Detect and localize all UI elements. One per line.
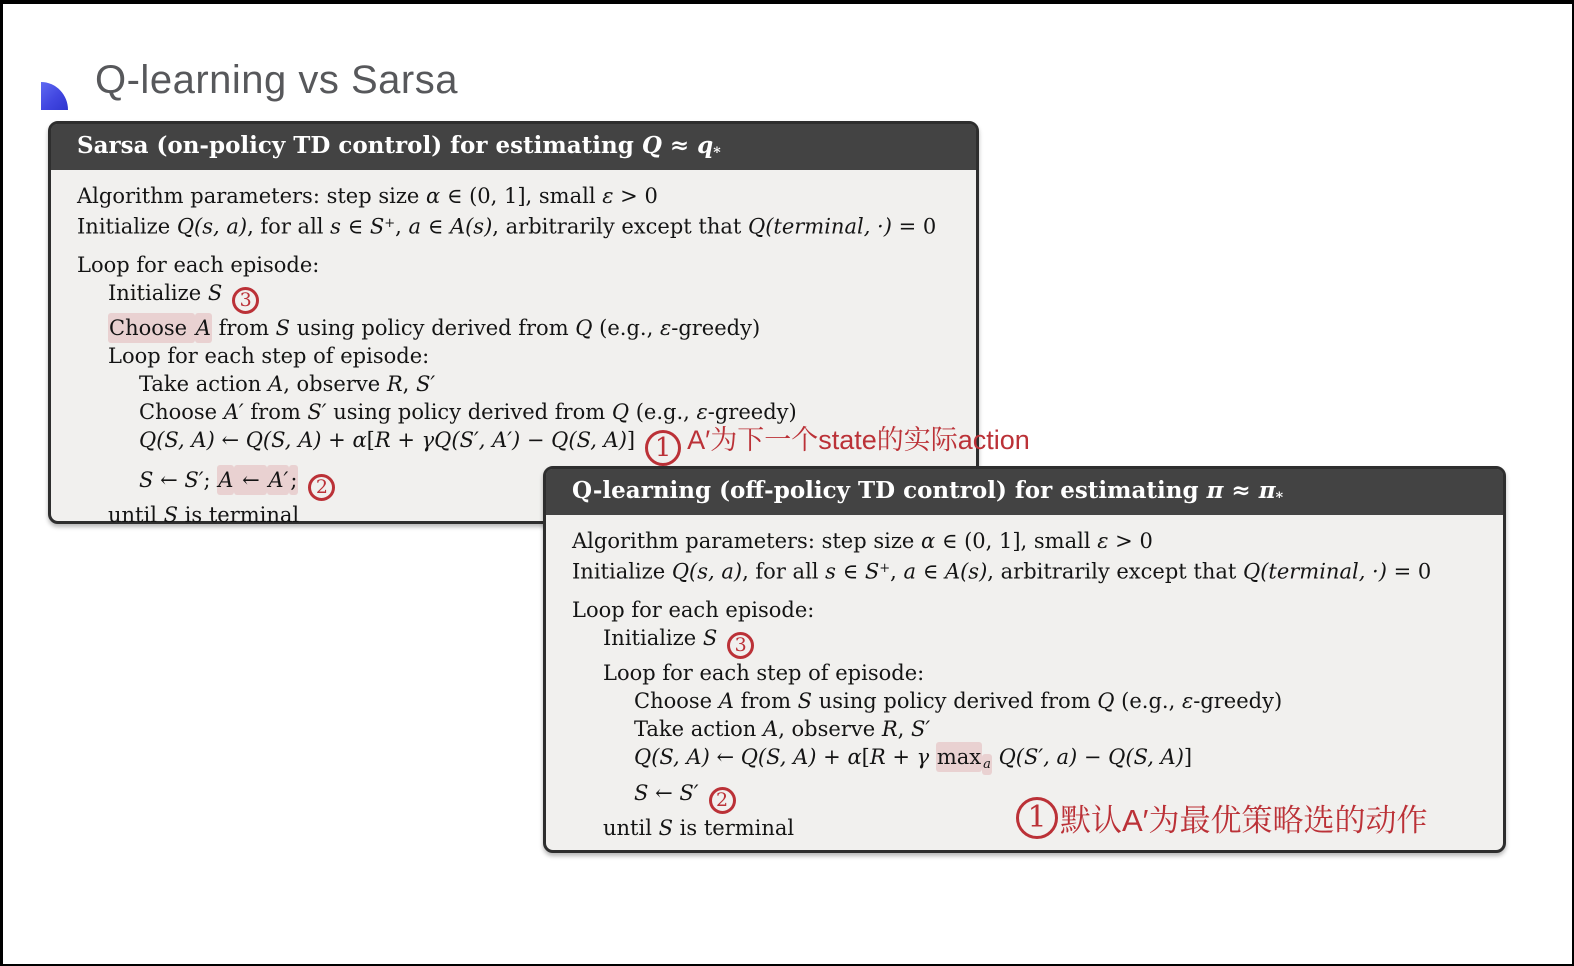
text-run: α bbox=[921, 528, 936, 553]
text-run: > 0 bbox=[613, 183, 658, 208]
text-run: A′ bbox=[223, 400, 244, 425]
text-run: ≈ bbox=[1223, 477, 1259, 504]
text-run: γ bbox=[421, 428, 435, 453]
text-run: using policy derived from bbox=[290, 316, 576, 341]
text-run: a bbox=[982, 754, 992, 775]
algo-line bbox=[77, 279, 952, 314]
text-run: ∈ bbox=[835, 559, 865, 584]
text-run: ← bbox=[648, 781, 680, 806]
text-run: a bbox=[903, 559, 917, 584]
text-run: S′ bbox=[911, 717, 931, 742]
text-run: ← bbox=[709, 745, 741, 770]
text-run: is terminal bbox=[178, 503, 300, 528]
text-run: R bbox=[386, 372, 403, 397]
text-run: A bbox=[217, 465, 234, 495]
algo-line bbox=[572, 715, 1479, 743]
text-run: = 0 bbox=[891, 214, 937, 239]
text-run: π bbox=[1206, 477, 1224, 504]
algo-line bbox=[77, 182, 952, 210]
text-run: , bbox=[890, 559, 904, 584]
algo-line bbox=[572, 659, 1479, 687]
text-run: Q(s, a) bbox=[176, 214, 248, 239]
text-run: + bbox=[885, 745, 917, 770]
text-run: Sarsa (on-policy TD control) for estimating bbox=[77, 132, 642, 159]
text-run: using policy derived from bbox=[326, 400, 612, 425]
text-run: , arbitrarily except that bbox=[987, 559, 1243, 584]
algo-line bbox=[572, 527, 1479, 555]
text-run: , bbox=[395, 214, 409, 239]
text-run: Algorithm parameters: step size bbox=[77, 183, 426, 208]
text-run: ← bbox=[214, 428, 246, 453]
text-run: S′ bbox=[307, 400, 327, 425]
text-run: − bbox=[520, 428, 552, 453]
text-run: ε bbox=[659, 316, 672, 341]
text-run: Q(terminal, ·) bbox=[1242, 559, 1387, 584]
text-run: ← bbox=[234, 465, 267, 495]
text-run: A bbox=[718, 689, 734, 714]
text-run: S bbox=[864, 559, 880, 584]
text-run: + bbox=[816, 745, 848, 770]
text-run: Initialize bbox=[108, 281, 208, 306]
text-run: Loop for each episode: bbox=[77, 253, 320, 278]
circled-number-badge: 2 bbox=[308, 474, 335, 501]
text-run: until bbox=[603, 816, 659, 841]
algo-line bbox=[77, 251, 952, 279]
text-run: ; bbox=[289, 465, 298, 495]
text-run: + bbox=[879, 560, 891, 576]
text-run: α bbox=[426, 183, 441, 208]
page-title: Q-learning vs Sarsa bbox=[95, 58, 458, 102]
annotation-text: 默认A′为最优策略选的动作 bbox=[1060, 803, 1428, 838]
algo-line bbox=[77, 342, 952, 370]
text-run: ≈ bbox=[661, 132, 698, 159]
text-run: from bbox=[733, 689, 798, 714]
text-run: Choose bbox=[108, 313, 195, 343]
text-run bbox=[992, 745, 999, 769]
text-run: ε bbox=[602, 183, 614, 208]
text-run: Choose bbox=[139, 400, 224, 425]
text-run: (e.g., bbox=[629, 400, 697, 425]
text-run: Q(S, A) bbox=[740, 745, 817, 770]
text-run: ε bbox=[1181, 689, 1194, 714]
algo-line bbox=[572, 596, 1479, 624]
text-run: -greedy) bbox=[1193, 689, 1283, 714]
text-run: until bbox=[108, 503, 164, 528]
text-run: is terminal bbox=[673, 816, 795, 841]
algo-line bbox=[572, 624, 1479, 659]
text-run: Initialize bbox=[603, 626, 703, 651]
text-run: S bbox=[139, 468, 154, 493]
text-run: (e.g., bbox=[592, 316, 660, 341]
circled-number-badge: 1 bbox=[645, 430, 681, 466]
text-run: Take action bbox=[634, 717, 764, 742]
text-run: ] bbox=[1183, 745, 1193, 770]
text-run: , for all bbox=[247, 214, 331, 239]
text-run: > 0 bbox=[1108, 528, 1153, 553]
text-run: π bbox=[1258, 477, 1276, 504]
text-run: (e.g., bbox=[1114, 689, 1182, 714]
text-run: S bbox=[797, 689, 813, 714]
text-run: [ bbox=[861, 745, 870, 770]
text-run: Q(S, A) bbox=[245, 428, 322, 453]
qlearning-algorithm-box bbox=[543, 466, 1506, 853]
text-run: = 0 bbox=[1386, 559, 1432, 584]
text-run: -greedy) bbox=[707, 400, 797, 425]
text-run: S′ bbox=[416, 372, 436, 397]
text-run: Algorithm parameters: step size bbox=[572, 528, 921, 553]
text-run: using policy derived from bbox=[812, 689, 1098, 714]
text-run: ∈ bbox=[340, 214, 370, 239]
algo-line bbox=[77, 425, 1030, 466]
text-run: Choose bbox=[634, 689, 719, 714]
text-run: ∈ bbox=[421, 214, 450, 239]
sarsa-algorithm-box bbox=[48, 121, 1030, 528]
text-run: * bbox=[713, 144, 721, 161]
text-run: ] bbox=[626, 428, 636, 453]
text-run: , observe bbox=[283, 372, 387, 397]
text-run: α bbox=[847, 745, 862, 770]
text-run: R bbox=[374, 428, 391, 453]
text-run: , bbox=[897, 717, 912, 742]
text-run: − bbox=[1077, 745, 1109, 770]
text-run: Q(terminal, ·) bbox=[747, 214, 892, 239]
text-run: Loop for each episode: bbox=[572, 598, 815, 623]
text-run: from bbox=[243, 400, 308, 425]
text-run: , arbitrarily except that bbox=[492, 214, 748, 239]
text-run: ε bbox=[696, 400, 708, 425]
text-run: + bbox=[384, 215, 396, 231]
text-run: q bbox=[697, 132, 714, 159]
text-run: , bbox=[402, 372, 417, 397]
circled-number-badge: 2 bbox=[709, 787, 736, 814]
text-run: ∈ (0, 1], small bbox=[440, 183, 603, 208]
text-run: S′ bbox=[679, 781, 699, 806]
text-run: , for all bbox=[742, 559, 826, 584]
text-run: Q bbox=[575, 316, 593, 341]
text-run: Q(S, A) bbox=[1108, 745, 1184, 770]
text-run: S bbox=[658, 816, 673, 841]
text-run: ← bbox=[153, 468, 185, 493]
text-run: Q bbox=[641, 132, 662, 159]
text-run: s bbox=[330, 214, 341, 239]
text-run: from bbox=[211, 316, 276, 341]
text-run: Initialize bbox=[77, 214, 177, 239]
text-run: R bbox=[869, 745, 886, 770]
sarsa-box-header bbox=[51, 124, 976, 170]
text-run: R bbox=[881, 717, 898, 742]
text-run: + bbox=[390, 428, 422, 453]
qlearning-annotation bbox=[1016, 795, 1428, 840]
text-run: A bbox=[763, 717, 779, 742]
text-run: A(s) bbox=[944, 559, 988, 584]
circled-number-badge: 3 bbox=[727, 632, 754, 659]
annotation-text: A′为下一个state的实际action bbox=[687, 425, 1030, 456]
algo-line bbox=[572, 687, 1479, 715]
text-run: * bbox=[1275, 489, 1284, 506]
algo-line bbox=[572, 555, 1479, 586]
text-run: Q(S, A) bbox=[139, 428, 215, 453]
text-run: γ bbox=[916, 745, 936, 770]
algo-line bbox=[77, 370, 952, 398]
text-run: , observe bbox=[778, 717, 882, 742]
text-run: A(s) bbox=[449, 214, 493, 239]
text-run: Q(S′, A′) bbox=[434, 428, 521, 453]
algo-line bbox=[572, 743, 1479, 779]
text-run: ; bbox=[203, 468, 218, 493]
text-run: -greedy) bbox=[671, 316, 761, 341]
text-run: Q bbox=[1097, 689, 1115, 714]
text-run: Loop for each step of episode: bbox=[603, 661, 925, 686]
text-run: Q-learning (off-policy TD control) for estimating bbox=[572, 477, 1207, 504]
circled-number-badge: 3 bbox=[232, 287, 259, 314]
text-run: A′ bbox=[267, 465, 289, 495]
text-run: [ bbox=[366, 428, 375, 453]
text-run: S bbox=[634, 781, 649, 806]
text-run: α bbox=[352, 428, 367, 453]
qlearning-box-header bbox=[546, 469, 1503, 515]
text-run: Q(S′, a) bbox=[998, 745, 1078, 770]
text-run: S bbox=[163, 503, 178, 528]
text-run: Q(S, A) bbox=[634, 745, 710, 770]
text-run: Take action bbox=[139, 372, 269, 397]
text-run: S bbox=[275, 316, 291, 341]
text-run: s bbox=[825, 559, 836, 584]
text-run: max bbox=[936, 742, 982, 772]
text-run: Initialize bbox=[572, 559, 672, 584]
text-run: ∈ bbox=[916, 559, 945, 584]
text-run: S′ bbox=[184, 468, 204, 493]
text-run: S bbox=[207, 281, 223, 306]
text-run: ∈ (0, 1], small bbox=[935, 528, 1098, 553]
algo-line bbox=[77, 398, 952, 426]
text-run: Q(s, a) bbox=[671, 559, 743, 584]
circled-number-badge: 1 bbox=[1016, 797, 1058, 839]
accent-quarter-circle-shape bbox=[41, 82, 68, 110]
text-run: Loop for each step of episode: bbox=[108, 344, 430, 369]
text-run: S bbox=[369, 214, 385, 239]
algo-line bbox=[77, 314, 952, 342]
text-run: Q bbox=[611, 400, 630, 425]
text-run: ε bbox=[1097, 528, 1109, 553]
text-run: A bbox=[195, 313, 212, 343]
text-run: + bbox=[321, 428, 353, 453]
text-run: A bbox=[268, 372, 284, 397]
algo-line bbox=[77, 210, 952, 241]
text-run: S bbox=[702, 626, 718, 651]
text-run: Q(S, A) bbox=[551, 428, 627, 453]
text-run: a bbox=[408, 214, 422, 239]
